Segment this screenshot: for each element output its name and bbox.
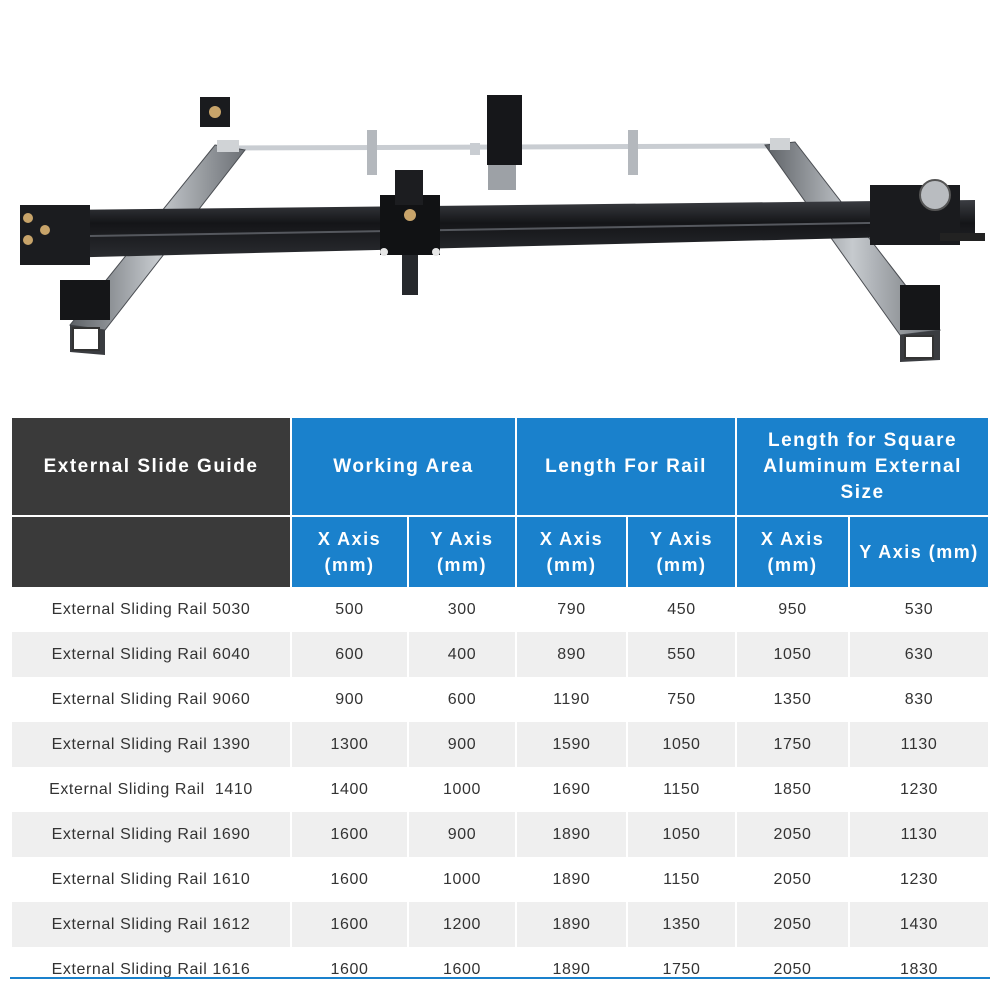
sq-y-value: 1430	[850, 902, 988, 947]
header-rail-length: Length For Rail	[517, 418, 735, 515]
wa-y-value: 1600	[443, 960, 481, 978]
sq-y-value: 1830	[900, 960, 939, 978]
wa-y-value: 400	[409, 632, 515, 677]
sq-x-value: 2050	[773, 960, 812, 978]
table-row	[12, 767, 988, 812]
header-sq-y: Y Axis (mm)	[850, 517, 988, 587]
product-name: External Sliding Rail 5030	[51, 600, 251, 618]
rl-x-value: 1890	[552, 960, 591, 978]
table-row	[12, 722, 988, 767]
table-bottom-rule	[10, 977, 990, 979]
table-row	[12, 587, 988, 632]
header-blank	[12, 517, 290, 587]
rl-x-value: 1890	[517, 902, 626, 947]
product-name: External Sliding Rail 6040	[12, 632, 290, 677]
sq-x-value: 2050	[773, 870, 812, 888]
table-row	[12, 632, 988, 677]
rl-y-value: 1050	[628, 812, 735, 857]
table-row	[12, 677, 988, 722]
sq-y-value: 630	[850, 632, 988, 677]
wa-x-value: 1600	[330, 960, 369, 978]
header-rl-y: Y Axis (mm)	[628, 517, 735, 587]
header-wa-y: Y Axis (mm)	[409, 517, 515, 587]
sq-x-value: 2050	[737, 812, 848, 857]
spec-table	[10, 418, 990, 992]
rl-x-value: 1690	[552, 780, 591, 798]
wa-x-value: 500	[335, 600, 364, 618]
sq-x-value: 1850	[773, 780, 812, 798]
product-name: External Sliding Rail 1612	[12, 902, 290, 947]
sq-y-value: 830	[904, 690, 934, 708]
rl-y-value: 750	[667, 690, 696, 708]
header-sq-x: X Axis (mm)	[737, 517, 848, 587]
header-rl-x: X Axis (mm)	[517, 517, 626, 587]
rl-x-value: 790	[557, 600, 586, 618]
header-row-1	[12, 418, 988, 515]
laser-gantry-illustration	[0, 0, 1000, 410]
rl-x-value: 1890	[552, 870, 591, 888]
rl-x-value: 890	[517, 632, 626, 677]
rl-y-value: 1750	[662, 960, 701, 978]
product-name: External Sliding Rail 1410	[49, 780, 253, 798]
sq-y-value: 1130	[850, 722, 988, 767]
rl-x-value: 1590	[517, 722, 626, 767]
header-square-size: Length for Square Aluminum External Size	[737, 418, 988, 515]
sq-x-value: 1750	[737, 722, 848, 767]
sq-y-value: 1230	[900, 870, 939, 888]
rear-carriage	[487, 95, 522, 165]
wa-y-value: 600	[447, 690, 477, 708]
product-name: External Sliding Rail 1610	[51, 870, 251, 888]
table-row	[12, 902, 988, 947]
table-row	[12, 812, 988, 857]
wa-y-value: 300	[447, 600, 477, 618]
rl-y-value: 550	[628, 632, 735, 677]
sq-x-value: 1050	[737, 632, 848, 677]
rl-x-value: 1890	[517, 812, 626, 857]
rl-y-value: 1350	[628, 902, 735, 947]
sq-y-value: 1230	[900, 780, 939, 798]
product-name: External Sliding Rail 1690	[12, 812, 290, 857]
header-row-2	[12, 517, 988, 587]
wa-x-value: 1600	[330, 870, 369, 888]
product-name: External Sliding Rail 1616	[51, 960, 251, 978]
product-name: External Sliding Rail 9060	[51, 690, 251, 708]
sq-y-value: 1130	[850, 812, 988, 857]
header-wa-x: X Axis (mm)	[292, 517, 407, 587]
wa-x-value: 1600	[292, 812, 407, 857]
wa-y-value: 1000	[443, 780, 481, 798]
wa-x-value: 600	[292, 632, 407, 677]
wa-y-value: 900	[409, 812, 515, 857]
wa-x-value: 1400	[330, 780, 369, 798]
sq-x-value: 2050	[737, 902, 848, 947]
rl-y-value: 450	[667, 600, 696, 618]
sq-x-value: 1350	[773, 690, 812, 708]
wa-y-value: 1000	[443, 870, 481, 888]
rl-x-value: 1190	[553, 690, 590, 708]
sq-x-value: 950	[778, 600, 807, 618]
wa-x-value: 1600	[292, 902, 407, 947]
table-row	[12, 947, 988, 992]
wa-y-value: 900	[409, 722, 515, 767]
wa-y-value: 1200	[409, 902, 515, 947]
rl-y-value: 1150	[663, 780, 700, 798]
rl-y-value: 1150	[663, 870, 700, 888]
wa-x-value: 900	[335, 690, 364, 708]
table-row	[12, 857, 988, 902]
header-working-area: Working Area	[292, 418, 515, 515]
rl-y-value: 1050	[628, 722, 735, 767]
product-name: External Sliding Rail 1390	[12, 722, 290, 767]
sq-y-value: 530	[904, 600, 934, 618]
product-photo	[0, 0, 1000, 410]
wa-x-value: 1300	[292, 722, 407, 767]
header-product: External Slide Guide	[12, 418, 290, 515]
